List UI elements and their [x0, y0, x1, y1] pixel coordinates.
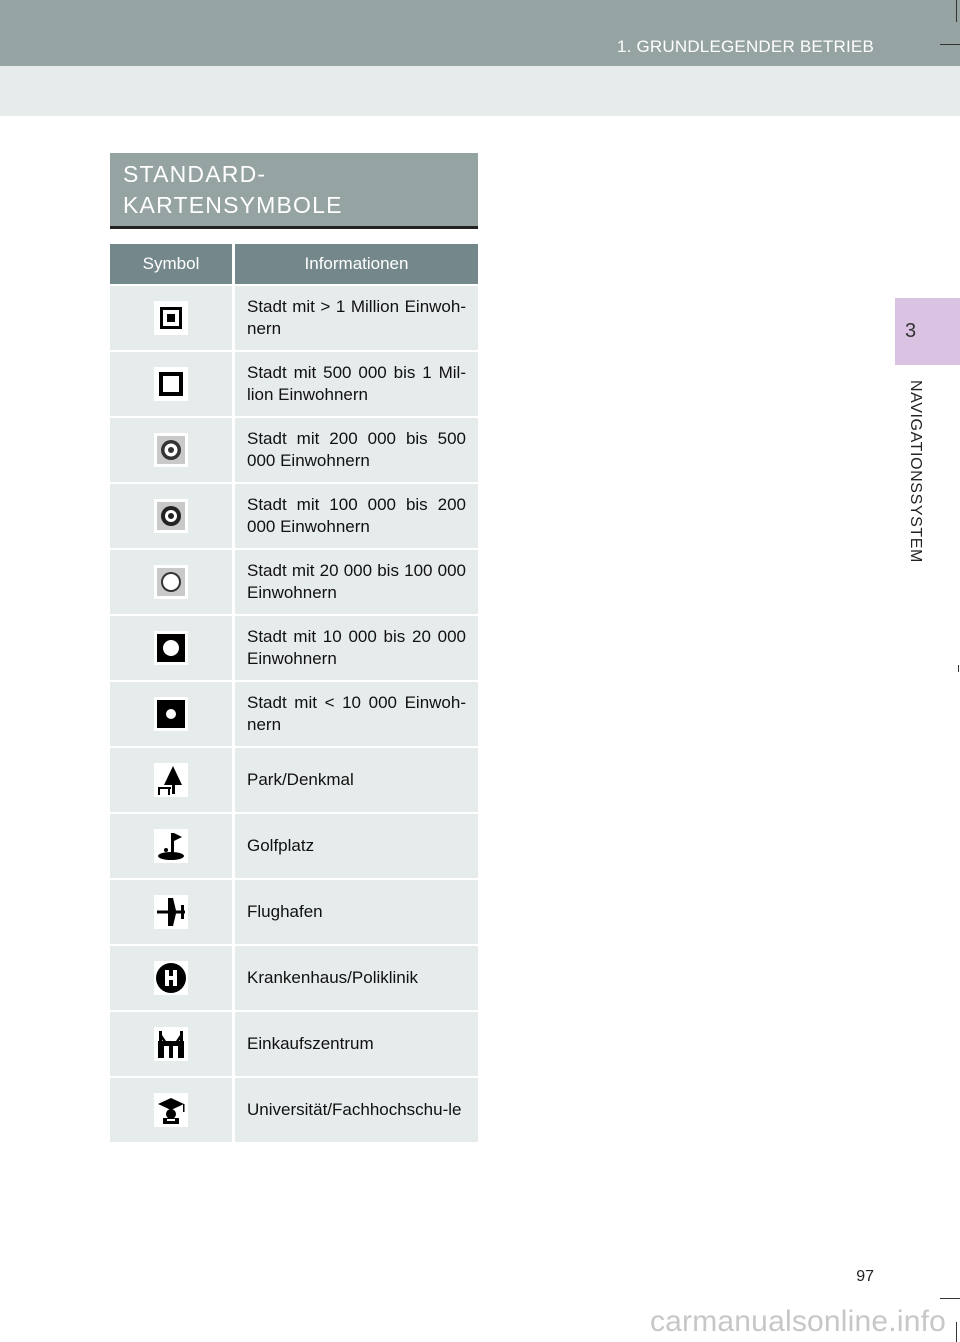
symbol-cell — [110, 945, 234, 1011]
symbol-cell — [110, 1077, 234, 1142]
info-cell: Stadt mit 500 000 bis 1 Mil-lion Einwohnern — [234, 351, 479, 417]
table-row — [110, 549, 478, 615]
info-cell: Flughafen — [234, 879, 479, 945]
airport-icon — [154, 895, 188, 929]
table-row — [110, 879, 478, 945]
info-cell: Stadt mit < 10 000 Einwoh-nern — [234, 681, 479, 747]
hospital-icon — [154, 961, 188, 995]
park-icon — [154, 763, 188, 797]
symbol-cell — [110, 813, 234, 879]
table-row — [110, 681, 478, 747]
city-200000-to-500000-icon — [154, 433, 188, 467]
watermark: carmanualsonline.info — [649, 1305, 946, 1338]
crop-mark — [956, 1322, 957, 1342]
info-cell: Stadt mit 20 000 bis 100 000 Einwohnern — [234, 549, 479, 615]
info-cell: Stadt mit 200 000 bis 500 000 Einwohnern — [234, 417, 479, 483]
chapter-tab-number: 3 — [905, 320, 917, 342]
header-subband — [0, 66, 960, 116]
symbol-cell — [110, 681, 234, 747]
shopping-center-icon — [154, 1027, 188, 1061]
info-cell: Park/Denkmal — [234, 747, 479, 813]
symbol-cell — [110, 483, 234, 549]
symbol-cell — [110, 747, 234, 813]
info-cell: Golfplatz — [234, 813, 479, 879]
table-row — [110, 747, 478, 813]
chapter-tab[interactable] — [895, 298, 960, 365]
city-10000-to-20000-icon — [154, 631, 188, 665]
university-icon — [154, 1093, 188, 1127]
chapter-side-label: NAVIGATIONSSYSTEM — [907, 380, 924, 563]
crop-mark — [940, 1298, 960, 1299]
table-row — [110, 483, 478, 549]
city-20000-to-100000-icon — [154, 565, 188, 599]
symbol-cell — [110, 285, 234, 351]
info-cell: Stadt mit 100 000 bis 200 000 Einwohnern — [234, 483, 479, 549]
table-row — [110, 1077, 478, 1142]
table-row — [110, 351, 478, 417]
info-cell: Einkaufszentrum — [234, 1011, 479, 1077]
table-row — [110, 1011, 478, 1077]
table-row — [110, 285, 478, 351]
city-over-1-million-icon — [154, 301, 188, 335]
info-cell: Stadt mit 10 000 bis 20 000 Einwohnern — [234, 615, 479, 681]
map-symbols-table — [110, 244, 478, 1142]
page-number: 97 — [856, 1268, 874, 1285]
city-100000-to-200000-icon — [154, 499, 188, 533]
symbol-cell — [110, 615, 234, 681]
section-title: STANDARD- KARTENSYMBOLE — [123, 161, 343, 218]
crop-mark — [940, 44, 960, 45]
city-500000-to-1-million-icon — [154, 367, 188, 401]
crop-mark — [956, 0, 957, 22]
info-cell: Stadt mit > 1 Million Einwoh-nern — [234, 285, 479, 351]
info-cell: Krankenhaus/Poliklinik — [234, 945, 479, 1011]
symbol-cell — [110, 549, 234, 615]
symbol-cell — [110, 417, 234, 483]
golf-icon — [154, 829, 188, 863]
table-row — [110, 615, 478, 681]
section-title-rule — [110, 226, 478, 229]
chapter-side-strip — [895, 365, 960, 665]
table-header-row — [110, 244, 478, 285]
section-title-box — [110, 153, 478, 226]
symbol-cell — [110, 1011, 234, 1077]
table-row — [110, 813, 478, 879]
symbol-cell — [110, 351, 234, 417]
column-header-info: Informationen — [234, 244, 479, 285]
column-header-symbol: Symbol — [110, 244, 234, 285]
table-row — [110, 945, 478, 1011]
table-row — [110, 417, 478, 483]
symbol-cell — [110, 879, 234, 945]
info-cell: Universität/Fachhochschu-le — [234, 1077, 479, 1142]
chapter-title: 1. GRUNDLEGENDER BETRIEB — [616, 37, 874, 56]
city-under-10000-icon — [154, 697, 188, 731]
